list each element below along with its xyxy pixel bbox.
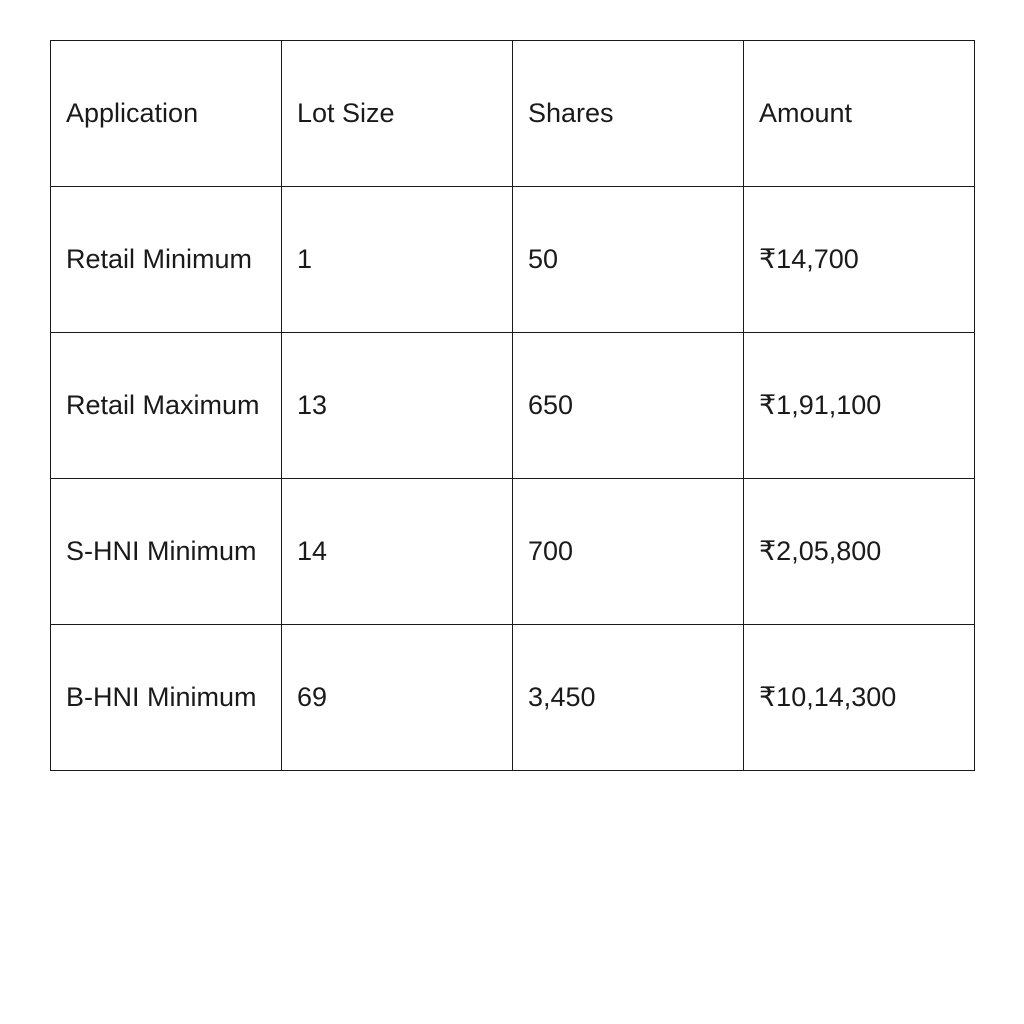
ipo-lot-size-table [50,40,975,771]
header-shares: Shares [513,41,744,187]
cell-amount: ₹2,05,800 [744,479,975,625]
cell-amount: ₹10,14,300 [744,625,975,771]
table-header-row [51,41,975,187]
cell-amount: ₹14,700 [744,187,975,333]
cell-shares: 3,450 [513,625,744,771]
cell-lot-size: 69 [282,625,513,771]
cell-lot-size: 1 [282,187,513,333]
cell-lot-size: 13 [282,333,513,479]
table-row [51,479,975,625]
header-application: Application [51,41,282,187]
cell-application: B-HNI Minimum [51,625,282,771]
cell-application: Retail Minimum [51,187,282,333]
header-amount: Amount [744,41,975,187]
cell-lot-size: 14 [282,479,513,625]
cell-shares: 50 [513,187,744,333]
cell-shares: 700 [513,479,744,625]
cell-application: Retail Maximum [51,333,282,479]
header-lot-size: Lot Size [282,41,513,187]
table-row [51,333,975,479]
cell-application: S-HNI Minimum [51,479,282,625]
cell-shares: 650 [513,333,744,479]
table-row [51,625,975,771]
table-row [51,187,975,333]
cell-amount: ₹1,91,100 [744,333,975,479]
